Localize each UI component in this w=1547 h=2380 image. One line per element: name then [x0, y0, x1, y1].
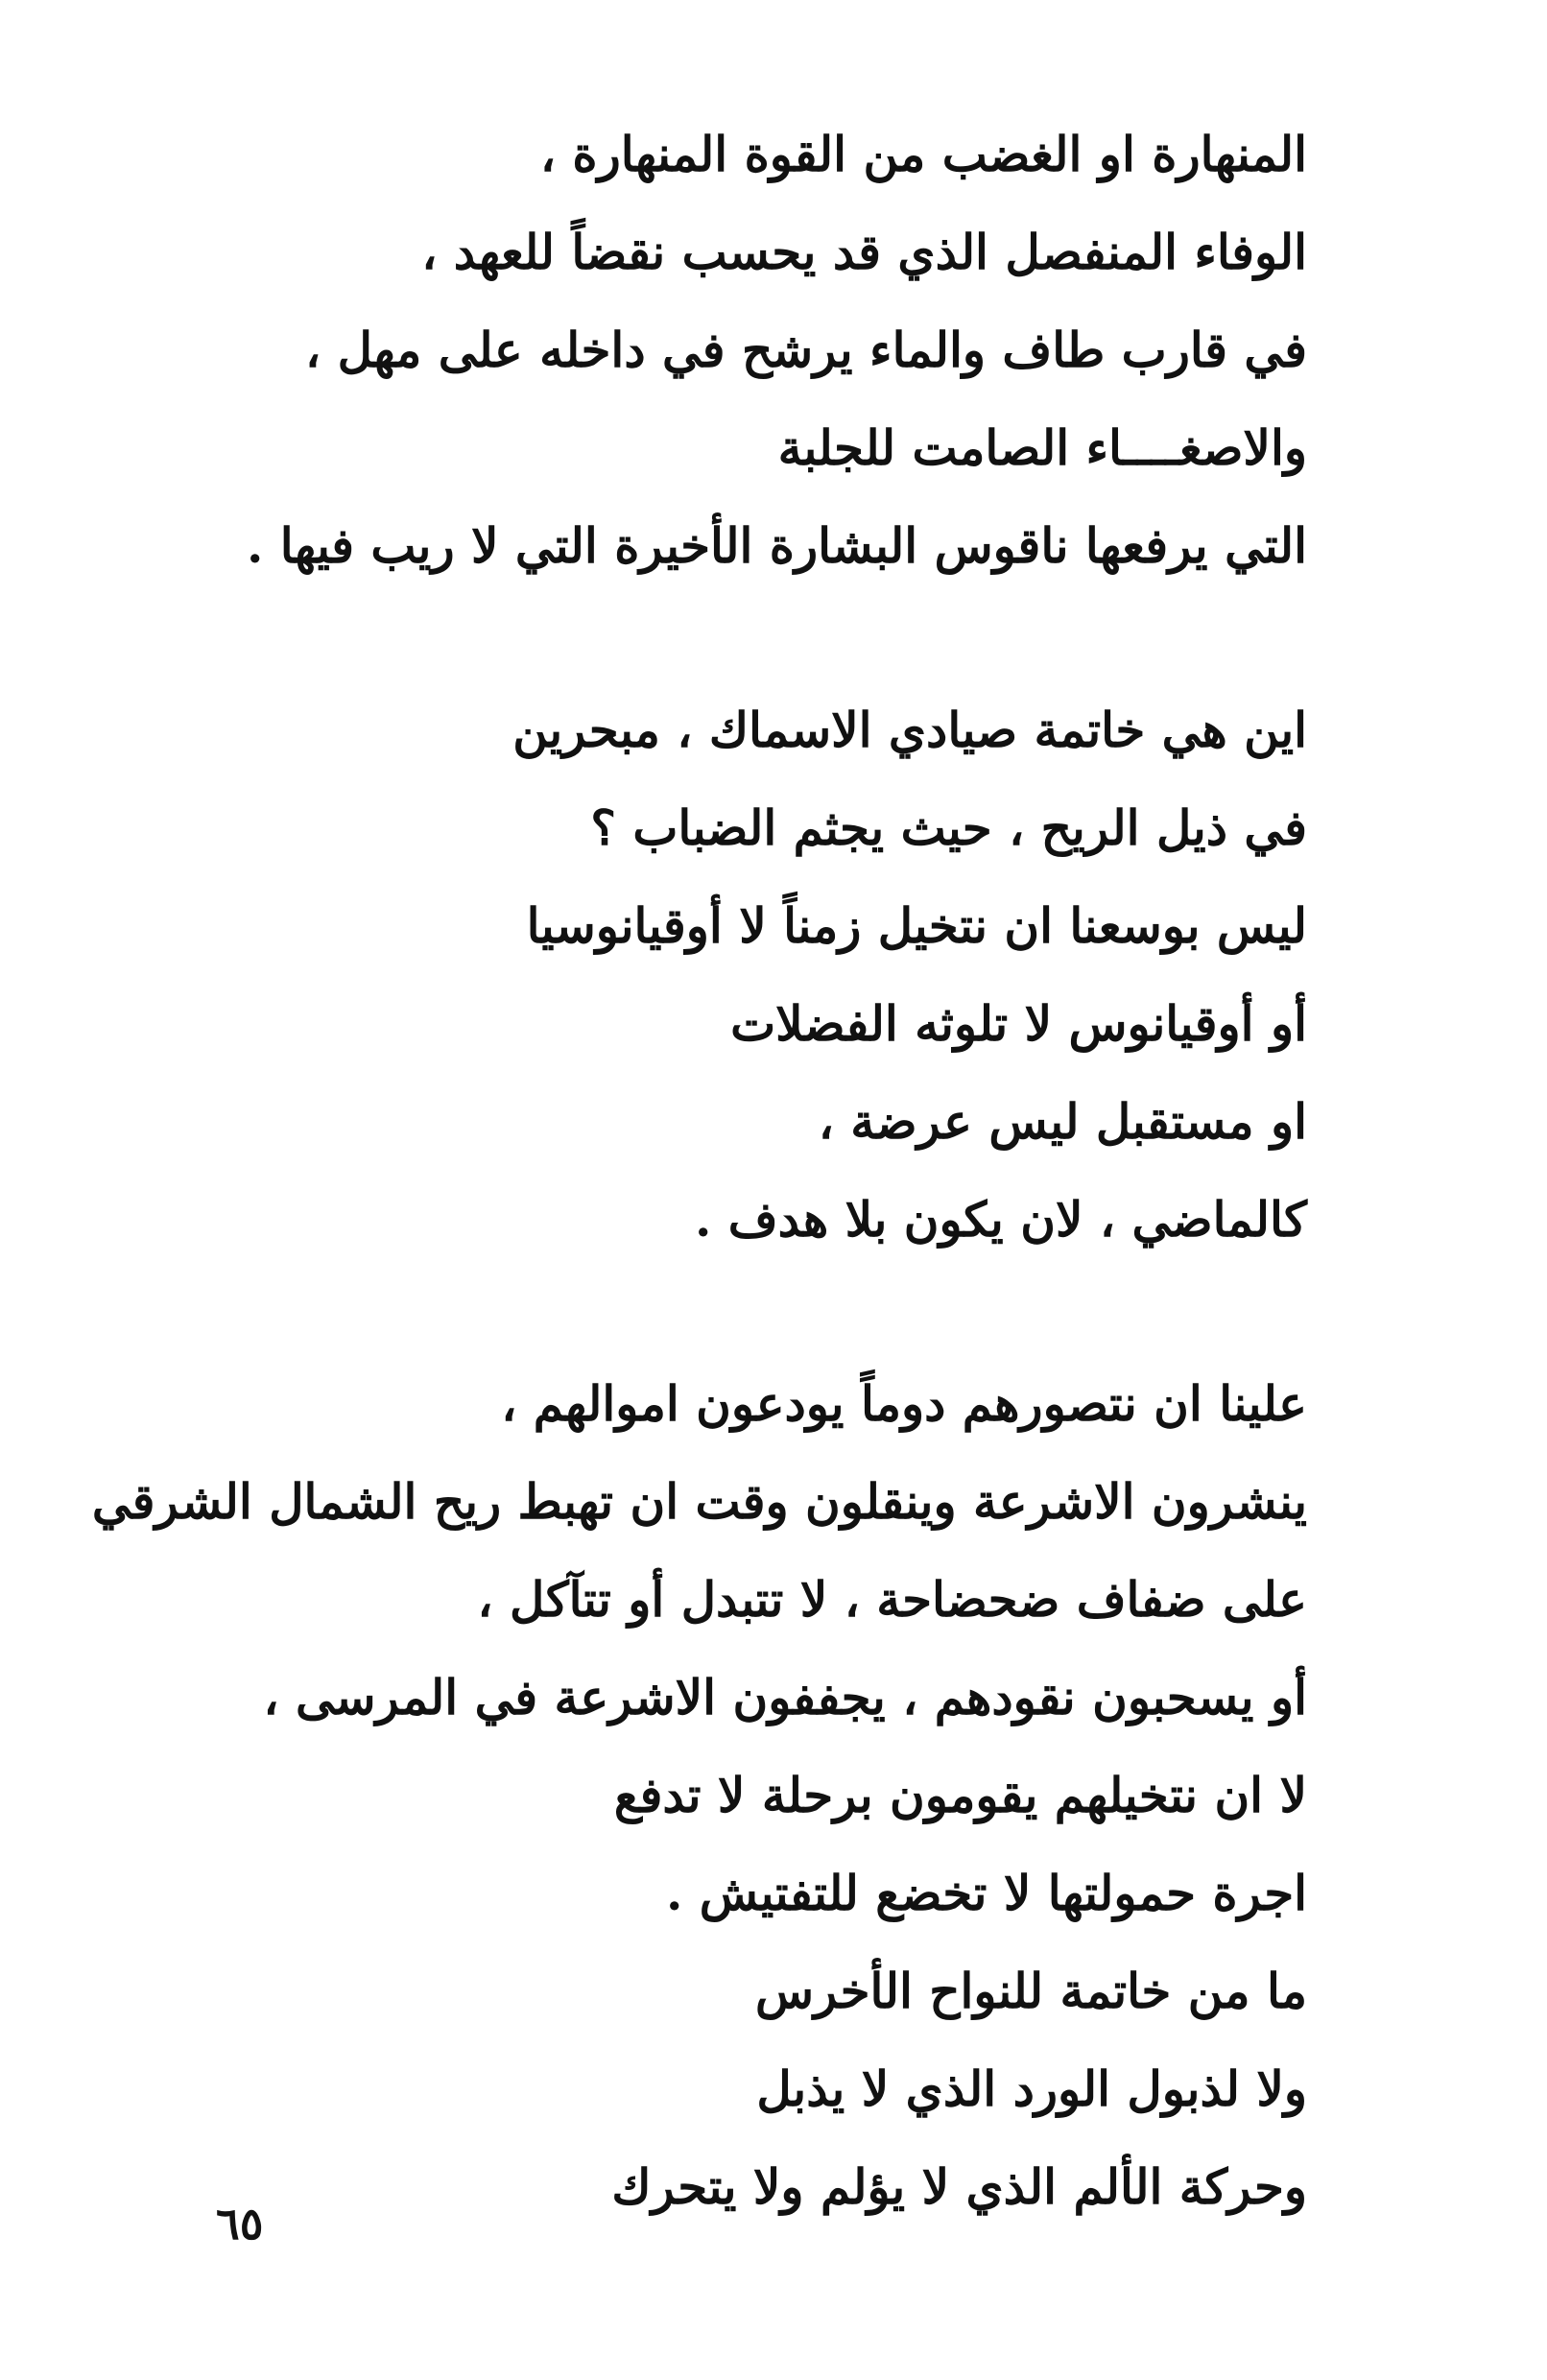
poem-line: علينا ان نتصورهم دوماً يودعون اموالهم ، [501, 1375, 1307, 1432]
poem-line: التي يرفعها ناقوس البشارة الأخيرة التي لا ريب فيها . [246, 517, 1307, 574]
page-number: ٦٥ [216, 2198, 264, 2249]
poem-line: وحركة الألم الذي لا يؤلم ولا يتحرك [611, 2158, 1307, 2215]
poem-line: لا ان نتخيلهم يقومون برحلة لا تدفع [613, 1767, 1307, 1823]
poem-line: ليس بوسعنا ان نتخيل زمناً لا أوقيانوسيا [526, 897, 1307, 954]
stanza-3 [91, 1355, 1307, 2236]
poem-line: اجرة حمولتها لا تخضع للتفتيش . [665, 1865, 1307, 1921]
poem-line: كالماضي ، لان يكون بلا هدف . [694, 1191, 1307, 1248]
poem-line: ما من خاتمة للنواح الأخرس [754, 1963, 1307, 2019]
poem-line: أو يسحبون نقودهم ، يجففون الاشرعة في المرسى ، [263, 1669, 1307, 1726]
poem-line: أو أوقيانوس لا تلوثه الفضلات [730, 995, 1307, 1052]
poem-line: او مستقبل ليس عرضة ، [818, 1093, 1307, 1150]
poem-line: في ذيل الريح ، حيث يجثم الضباب ؟ [590, 799, 1307, 856]
poem-line: اين هي خاتمة صيادي الاسماك ، مبحرين [512, 702, 1307, 758]
poem-line: الوفاء المنفصل الذي قد يحسب نقضاً للعهد ، [421, 224, 1307, 280]
stanza-2 [203, 681, 1307, 1269]
poem-line: على ضفاف ضحضاحة ، لا تتبدل أو تتآكل ، [477, 1571, 1307, 1628]
poem-line: في قارب طاف والماء يرشح في داخله على مهل ، [305, 321, 1307, 378]
poem-line: ولا لذبول الورد الذي لا يذبل [756, 2060, 1307, 2117]
poem-line: المنهارة او الغضب من القوة المنهارة ، [539, 126, 1307, 182]
poem-body [91, 106, 1307, 2236]
poem-line: والاصغــــاء الصامت للجلبة [777, 419, 1307, 476]
poem-line: ينشرون الاشرعة وينقلون وقت ان تهبط ريح الشمال الشرقي [91, 1473, 1307, 1530]
stanza-1 [203, 106, 1307, 595]
